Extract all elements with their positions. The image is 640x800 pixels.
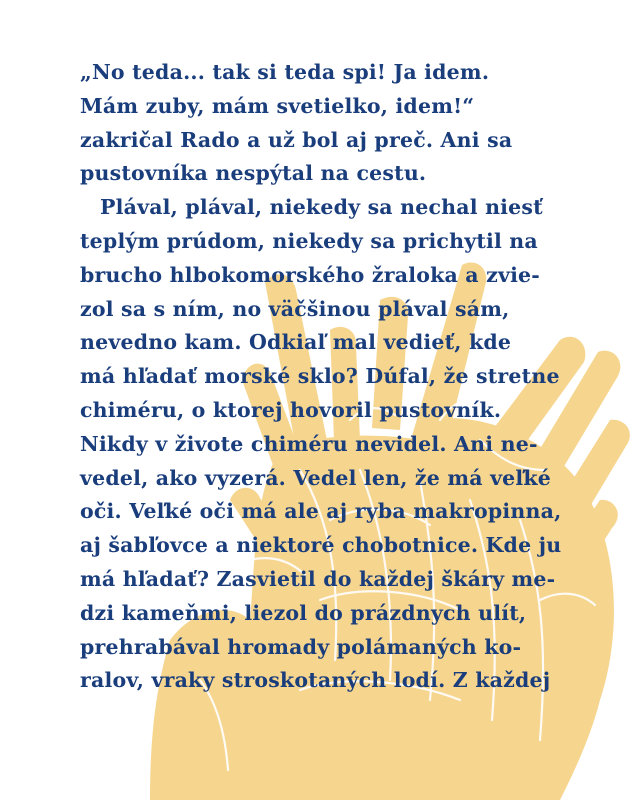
text-line: „No teda... tak si teda spi! Ja idem. xyxy=(80,60,490,84)
text-line: chiméru, o ktorej hovoril pustovník. xyxy=(80,397,502,422)
text-line: zakričal Rado a už bol aj preč. Ani sa xyxy=(80,127,513,152)
text-line: nevedno kam. Odkiaľ mal vedieť, kde xyxy=(80,330,512,355)
text-line: má hľadať morské sklo? Dúfal, že stretne xyxy=(80,364,560,389)
text-line: ralov, vraky stroskotaných lodí. Z každej xyxy=(80,668,551,693)
text-line: Nikdy v živote chiméru nevidel. Ani ne- xyxy=(80,431,538,456)
text-line: zol sa s ním, no väčšinou plával sám, xyxy=(80,296,510,321)
text-line: prehrabával hromady polámaných ko- xyxy=(80,634,522,659)
text-line: dzi kameňmi, liezol do prázdnych ulít, xyxy=(80,600,527,625)
text-line: aj šabľovce a niektoré chobotnice. Kde ju xyxy=(80,533,562,558)
text-line: Plával, plával, niekedy sa nechal niesť xyxy=(100,195,543,220)
text-line: brucho hlbokomorského žraloka a zvie- xyxy=(80,262,541,287)
text-line: má hľadať? Zasvietil do každej škáry me- xyxy=(80,566,556,591)
text-line: vedel, ako vyzerá. Vedel len, že má veľké xyxy=(80,465,552,490)
text-line: teplým prúdom, niekedy sa prichytil na xyxy=(80,228,538,253)
text-line: pustovníka nespýtal na cestu. xyxy=(80,161,427,186)
text-line: Mám zuby, mám svetielko, idem!“ xyxy=(80,93,475,118)
story-text xyxy=(80,56,580,698)
text-line: oči. Veľké oči má ale aj ryba makropinna, xyxy=(80,499,562,524)
